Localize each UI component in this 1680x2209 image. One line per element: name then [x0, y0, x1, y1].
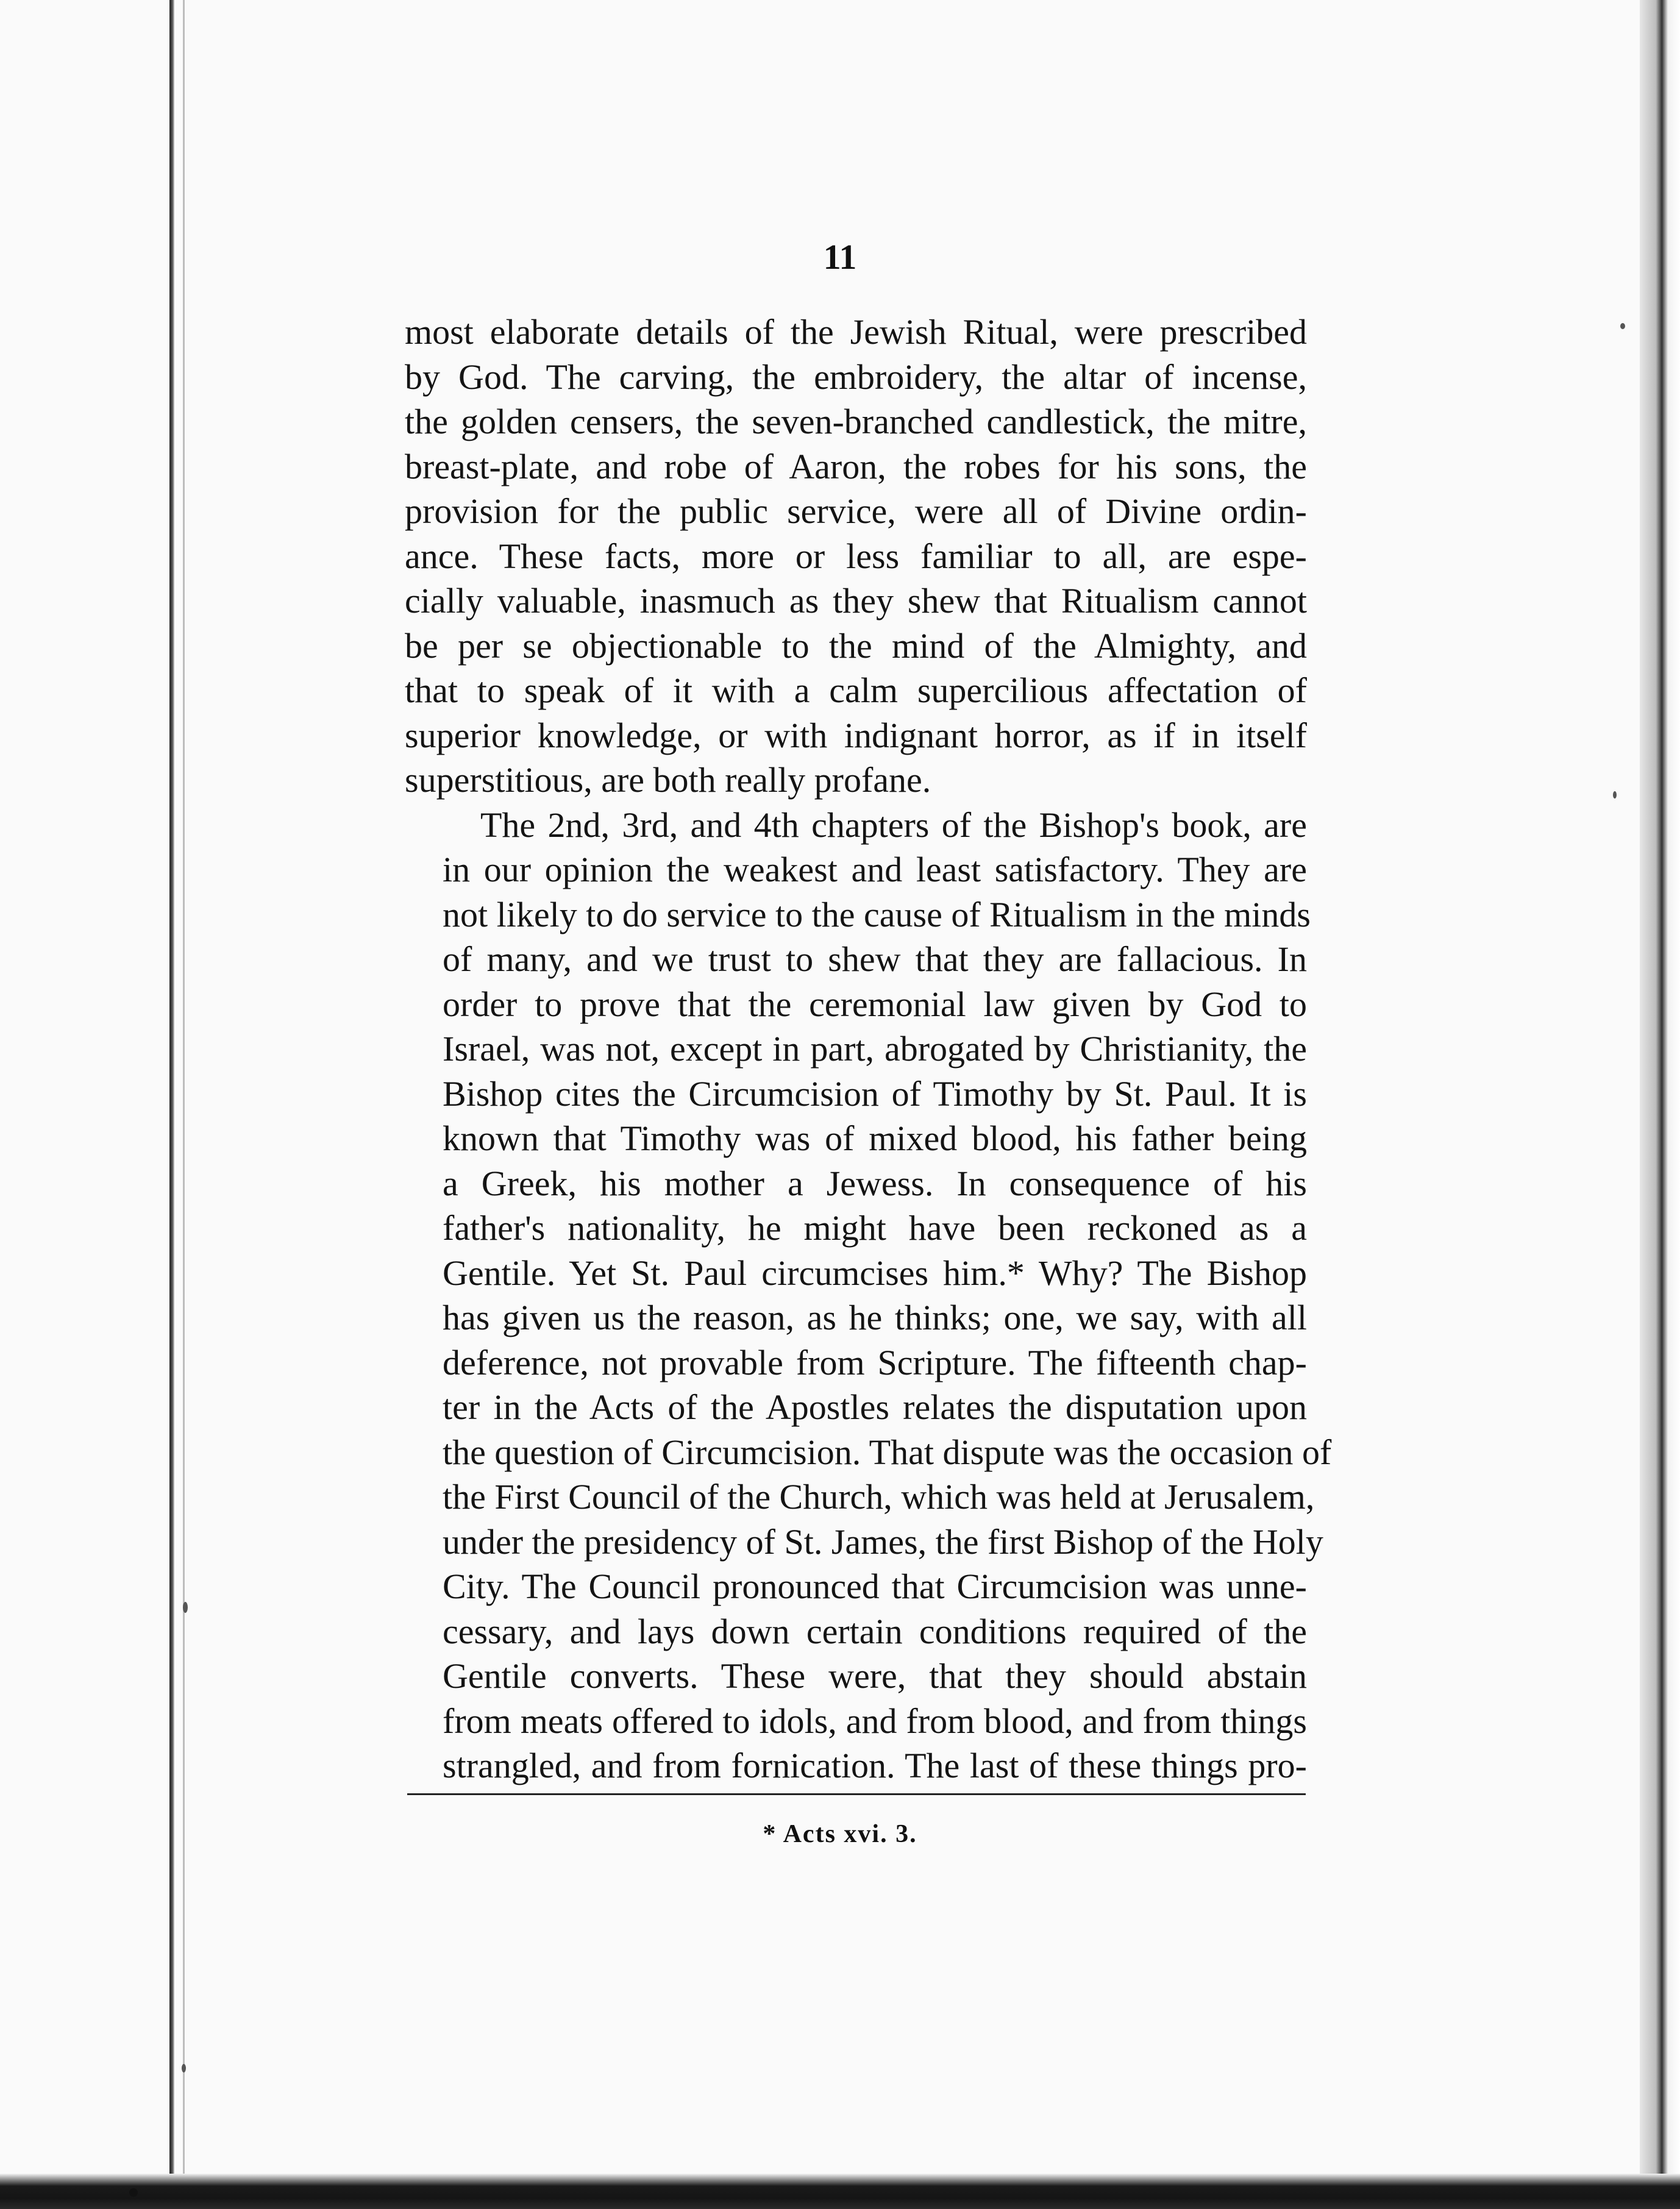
text-line: deference, not provable from Scripture. The fifteenth chap-	[443, 1342, 1307, 1382]
text-line: Gentile. Yet St. Paul circumcises him.* Why? The Bishop	[443, 1253, 1307, 1293]
text-line: strangled, and from fornication. The last of these things pro-	[443, 1746, 1307, 1785]
footnote-rule	[407, 1793, 1306, 1795]
text-line: of many, and we trust to shew that they are fallacious. In	[443, 939, 1307, 979]
text-line: ance. These facts, more or less familiar to all, are espe-	[405, 536, 1307, 576]
text-line: The 2nd, 3rd, and 4th chapters of the Bishop's book, are	[480, 805, 1307, 845]
body-text	[405, 310, 1332, 1788]
scan-speck	[182, 2064, 186, 2072]
text-line: Gentile converts. These were, that they should abstain	[443, 1656, 1307, 1696]
text-line: breast-plate, and robe of Aaron, the robes for his sons, the	[405, 446, 1307, 486]
text-line: provision for the public service, were all of Divine ordin-	[405, 491, 1307, 531]
text-line: the golden censers, the seven-branched candlestick, the mitre,	[405, 402, 1307, 441]
text-line: be per se objectionable to the mind of the Almighty, and	[405, 625, 1307, 666]
text-line: from meats offered to idols, and from blood, and from things	[443, 1701, 1307, 1741]
left-inner-edge	[183, 0, 185, 2209]
text-line: not likely to do service to the cause of Ritualism in the minds	[443, 894, 1311, 934]
scan-speck	[1620, 323, 1625, 329]
text-line: most elaborate details of the Jewish Ritual, were prescribed	[405, 312, 1307, 352]
text-line: Israel, was not, except in part, abrogated by Christianity, the	[443, 1029, 1307, 1069]
text-line: that to speak of it with a calm supercilious affectation of	[405, 671, 1307, 710]
text-line: has given us the reason, as he thinks; one, we say, with all	[443, 1298, 1307, 1337]
text-line: the First Council of the Church, which was held at Jerusalem,	[443, 1477, 1315, 1517]
scan-speck	[129, 2188, 138, 2197]
text-line: under the presidency of St. James, the first Bishop of the Holy	[443, 1521, 1323, 1562]
text-line: by God. The carving, the embroidery, the altar of incense,	[405, 357, 1307, 397]
paragraph-2	[405, 803, 1332, 1788]
scan-speck	[1613, 791, 1617, 799]
text-line: Bishop cites the Circumcision of Timothy by St. Paul. It is	[443, 1073, 1307, 1114]
footnote: * Acts xvi. 3.	[763, 1820, 917, 1848]
text-line: known that Timothy was of mixed blood, his father being	[443, 1119, 1307, 1158]
paragraph-1	[405, 310, 1307, 803]
text-line: City. The Council pronounced that Circumcision was unne-	[443, 1567, 1307, 1606]
bottom-page-edge	[0, 2174, 1680, 2209]
right-page-edge	[1640, 0, 1680, 2209]
scan-speck	[183, 1602, 188, 1613]
text-line: superstitious, are both really profane.	[405, 760, 931, 800]
text-line: order to prove that the ceremonial law given by God to	[443, 984, 1307, 1024]
text-line: the question of Circumcision. That dispute was the occasion of	[443, 1432, 1332, 1472]
text-line: superior knowledge, or with indignant horror, as if in itself	[405, 715, 1307, 755]
left-binding-edge	[169, 0, 174, 2209]
text-line: cially valuable, inasmuch as they shew that Ritualism cannot	[405, 581, 1307, 621]
text-line: cessary, and lays down certain conditions required of the	[443, 1611, 1307, 1651]
text-line: ter in the Acts of the Apostles relates the disputation upon	[443, 1387, 1307, 1427]
text-line: in our opinion the weakest and least satisfactory. They are	[443, 850, 1307, 889]
text-line: a Greek, his mother a Jewess. In consequence of his	[443, 1163, 1307, 1203]
page-number: 11	[823, 237, 857, 277]
text-line: father's nationality, he might have been reckoned as a	[443, 1208, 1307, 1248]
